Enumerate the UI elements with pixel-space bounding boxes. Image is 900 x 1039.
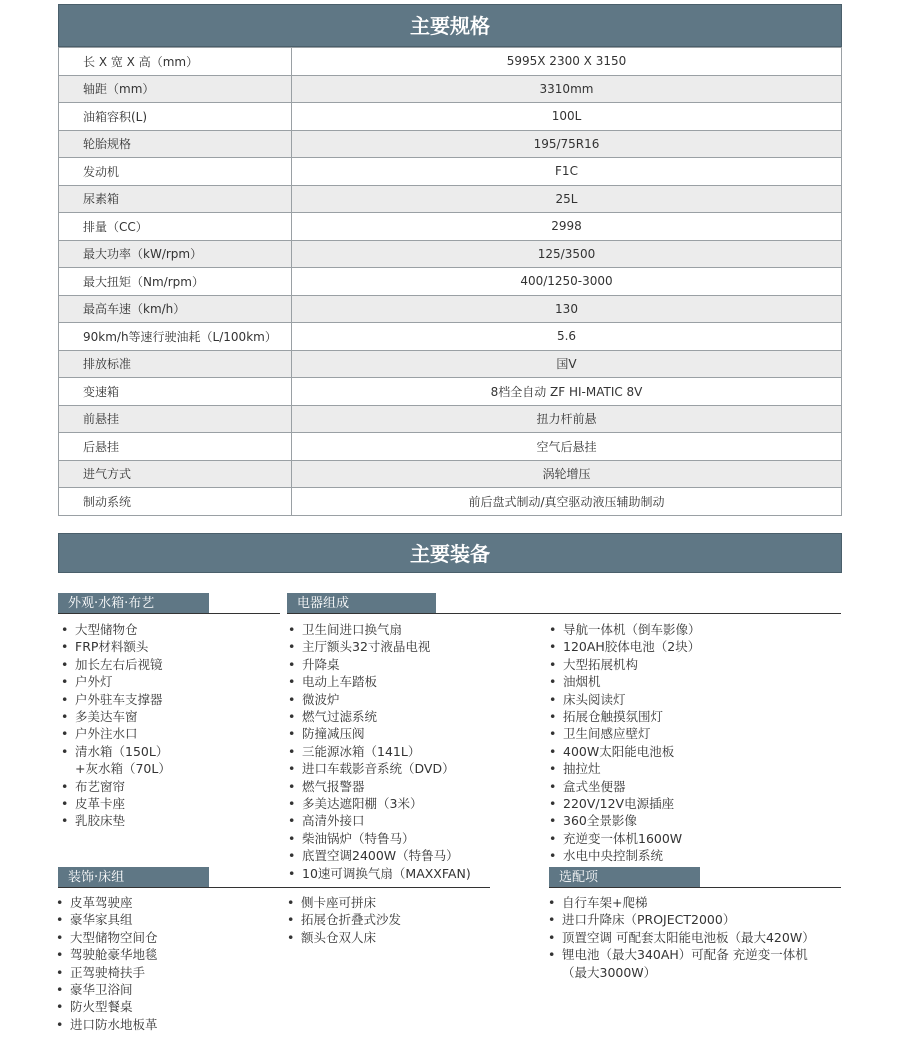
list-item: • 正驾驶椅扶手 <box>56 964 158 981</box>
spec-row <box>59 130 842 158</box>
list-item: • 侧卡座可拼床 <box>287 894 401 911</box>
spec-row <box>59 378 842 406</box>
spec-label: 最大功率（kW/rpm） <box>59 240 292 268</box>
spec-label: 长 X 宽 X 高（mm） <box>59 48 292 76</box>
list-item: • 进口升降床（PROJECT2000） <box>548 911 815 928</box>
decoration-list-2 <box>287 894 401 946</box>
spec-label: 最大扭矩（Nm/rpm） <box>59 268 292 296</box>
list-item: • 盒式坐便器 <box>549 778 701 795</box>
list-item: • 油烟机 <box>549 673 701 690</box>
list-item: • 抽拉灶 <box>549 760 701 777</box>
options-divider <box>549 887 841 888</box>
list-item: • 皮革卡座 <box>61 795 171 812</box>
list-item: • 升降桌 <box>288 656 471 673</box>
spec-value: 扭力杆前悬 <box>292 405 842 433</box>
list-item: • 自行车架+爬梯 <box>548 894 815 911</box>
list-item: • 卫生间进口换气扇 <box>288 621 471 638</box>
spec-label: 90km/h等速行驶油耗（L/100km） <box>59 323 292 351</box>
electrical-tab: 电器组成 <box>287 593 436 614</box>
spec-value: 100L <box>292 103 842 131</box>
spec-row <box>59 323 842 351</box>
electrical-divider <box>287 613 841 614</box>
list-item: • 底置空调2400W（特鲁马） <box>288 847 471 864</box>
spec-label: 变速箱 <box>59 378 292 406</box>
list-item: • 拓展仓触摸氛围灯 <box>549 708 701 725</box>
options-tab: 选配项 <box>549 867 700 888</box>
spec-label: 排放标准 <box>59 350 292 378</box>
electrical-list-2 <box>549 621 701 865</box>
spec-value: F1C <box>292 158 842 186</box>
list-item: • FRP材料额头 <box>61 638 171 655</box>
spec-value: 400/1250-3000 <box>292 268 842 296</box>
spec-row <box>59 213 842 241</box>
spec-row <box>59 75 842 103</box>
list-item: • 豪华家具组 <box>56 911 158 928</box>
list-item: • 柴油锅炉（特鲁马） <box>288 830 471 847</box>
list-item: • 进口防水地板革 <box>56 1016 158 1033</box>
list-item: • 220V/12V电源插座 <box>549 795 701 812</box>
spec-row <box>59 350 842 378</box>
spec-value: 130 <box>292 295 842 323</box>
options-list <box>548 894 815 981</box>
list-item: • 400W太阳能电池板 <box>549 743 701 760</box>
spec-value: 2998 <box>292 213 842 241</box>
list-item: • 微波炉 <box>288 691 471 708</box>
spec-row <box>59 240 842 268</box>
spec-label: 轴距（mm） <box>59 75 292 103</box>
spec-row <box>59 48 842 76</box>
spec-label: 制动系统 <box>59 488 292 516</box>
spec-row <box>59 460 842 488</box>
list-item: • 拓展仓折叠式沙发 <box>287 911 401 928</box>
list-item: • 大型拓展机构 <box>549 656 701 673</box>
spec-section-title: 主要规格 <box>58 4 842 47</box>
spec-value: 国V <box>292 350 842 378</box>
decoration-divider <box>58 887 490 888</box>
list-item: • 120AH胶体电池（2块） <box>549 638 701 655</box>
list-item: • 布艺窗帘 <box>61 778 171 795</box>
decoration-list-1 <box>56 894 158 1033</box>
spec-value: 3310mm <box>292 75 842 103</box>
spec-value: 空气后悬挂 <box>292 433 842 461</box>
list-item: • 防火型餐桌 <box>56 998 158 1015</box>
list-item: • 锂电池（最大340AH）可配备 充逆变一体机 <box>548 946 815 963</box>
spec-label: 发动机 <box>59 158 292 186</box>
spec-value: 25L <box>292 185 842 213</box>
spec-value: 涡轮增压 <box>292 460 842 488</box>
list-item: • 高清外接口 <box>288 812 471 829</box>
list-item: • 燃气报警器 <box>288 778 471 795</box>
spec-label: 油箱容积(L) <box>59 103 292 131</box>
spec-label: 尿素箱 <box>59 185 292 213</box>
list-item: • 豪华卫浴间 <box>56 981 158 998</box>
list-item: • 额头仓双人床 <box>287 929 401 946</box>
list-item: • 多美达遮阳棚（3米） <box>288 795 471 812</box>
spec-label: 进气方式 <box>59 460 292 488</box>
list-item: • 清水箱（150L） <box>61 743 171 760</box>
list-item: +灰水箱（70L） <box>75 761 171 777</box>
spec-value: 125/3500 <box>292 240 842 268</box>
list-item: （最大3000W） <box>562 964 657 980</box>
spec-row <box>59 488 842 516</box>
spec-label: 轮胎规格 <box>59 130 292 158</box>
spec-value: 8档全自动 ZF HI-MATIC 8V <box>292 378 842 406</box>
spec-value: 5.6 <box>292 323 842 351</box>
list-item: • 导航一体机（倒车影像） <box>549 621 701 638</box>
spec-label: 后悬挂 <box>59 433 292 461</box>
list-item: • 进口车载影音系统（DVD） <box>288 760 471 777</box>
spec-row <box>59 158 842 186</box>
spec-row <box>59 295 842 323</box>
list-item: • 水电中央控制系统 <box>549 847 701 864</box>
list-item: • 主厅额头32寸液晶电视 <box>288 638 471 655</box>
list-item: • 充逆变一体机1600W <box>549 830 701 847</box>
spec-row <box>59 103 842 131</box>
spec-row <box>59 433 842 461</box>
spec-table <box>58 47 842 516</box>
exterior-tab: 外观·水箱·布艺 <box>58 593 209 614</box>
exterior-list <box>61 621 171 830</box>
spec-label: 最高车速（km/h） <box>59 295 292 323</box>
list-item: • 三能源冰箱（141L） <box>288 743 471 760</box>
spec-label: 前悬挂 <box>59 405 292 433</box>
list-item: • 床头阅读灯 <box>549 691 701 708</box>
list-item: • 乳胶床垫 <box>61 812 171 829</box>
list-item: • 电动上车踏板 <box>288 673 471 690</box>
exterior-divider <box>58 613 280 614</box>
spec-value: 5995X 2300 X 3150 <box>292 48 842 76</box>
list-item: • 大型储物空间仓 <box>56 929 158 946</box>
list-item: • 大型储物仓 <box>61 621 171 638</box>
spec-value: 195/75R16 <box>292 130 842 158</box>
spec-value: 前后盘式制动/真空驱动液压辅助制动 <box>292 488 842 516</box>
electrical-list-1 <box>288 621 471 882</box>
list-item: • 燃气过滤系统 <box>288 708 471 725</box>
list-item: • 皮革驾驶座 <box>56 894 158 911</box>
list-item: • 360全景影像 <box>549 812 701 829</box>
spec-row <box>59 405 842 433</box>
list-item: • 驾驶舱豪华地毯 <box>56 946 158 963</box>
list-item: • 户外注水口 <box>61 725 171 742</box>
list-item: • 户外灯 <box>61 673 171 690</box>
list-item: • 加长左右后视镜 <box>61 656 171 673</box>
list-item: • 防撞减压阀 <box>288 725 471 742</box>
spec-row <box>59 268 842 296</box>
decoration-tab: 装饰·床组 <box>58 867 209 888</box>
spec-label: 排量（CC） <box>59 213 292 241</box>
equipment-section-title: 主要装备 <box>58 533 842 573</box>
spec-row <box>59 185 842 213</box>
list-item: • 顶置空调 可配套太阳能电池板（最大420W） <box>548 929 815 946</box>
list-item: • 多美达车窗 <box>61 708 171 725</box>
list-item: • 卫生间感应壁灯 <box>549 725 701 742</box>
list-item: • 10速可调换气扇（MAXXFAN) <box>288 865 471 882</box>
list-item: • 户外驻车支撑器 <box>61 691 171 708</box>
